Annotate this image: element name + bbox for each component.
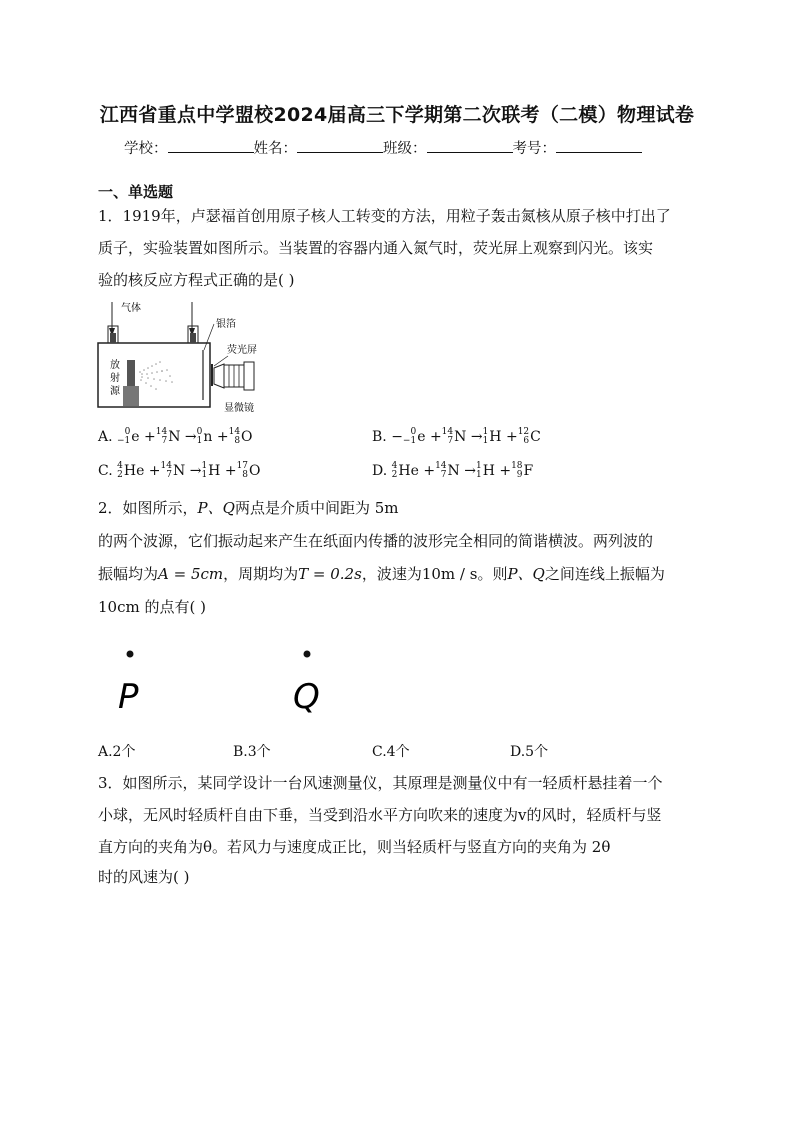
q1-option-d: D. 4 2 He + 14 7 N → 1 1 H + 18 9 F <box>372 461 534 480</box>
source-label-2: 射 <box>110 373 120 384</box>
q2-option-d: D.5个 <box>510 744 549 760</box>
particle-spray <box>139 361 173 390</box>
q2-wave-sources-figure <box>110 640 340 720</box>
number-label: 考号： <box>512 141 556 157</box>
q2-option-c: C.4个 <box>372 744 410 760</box>
q1-option-c: C. 4 2 He + 14 7 N → 1 1 H + 17 8 O <box>98 461 261 480</box>
class-blank <box>427 138 513 153</box>
q1-line3: 验的核反应方程式正确的是( ) <box>98 271 295 289</box>
q3-line1: 3．如图所示，某同学设计一台风速测量仪，其原理是测量仪中有一轻质杆悬挂着一个 <box>98 774 663 792</box>
gas-inlet-right <box>188 302 198 343</box>
source-label-3: 源 <box>110 386 120 397</box>
q3-line3: 直方向的夹角为θ。若风力与速度成正比，则当轻质杆与竖直方向的夹角为 2θ <box>98 838 611 856</box>
q1-line2: 质子，实验装置如图所示。当装置的容器内通入氮气时，荧光屏上观察到闪光。该实 <box>98 239 654 257</box>
microscope-body <box>214 364 224 388</box>
source-stem <box>127 360 135 388</box>
point-q-dot <box>304 651 311 658</box>
q2-line3: 振幅均为A = 5cm，周期均为T = 0.2s，波速为10m / s。则P、Q之间连线上振幅为 <box>98 565 665 583</box>
section-heading: 一、单选题 <box>98 183 174 201</box>
page-title: 江西省重点中学盟校2024届高三下学期第二次联考（二模）物理试卷 <box>99 104 695 126</box>
school-label: 学校： <box>124 141 168 157</box>
source-label-1: 放 <box>110 360 120 371</box>
q2-line2: 的两个波源，它们振动起来产生在纸面内传播的波形完全相同的简谐横波。两列波的 <box>98 532 654 550</box>
name-label: 姓名： <box>253 141 297 157</box>
source-base <box>123 386 139 406</box>
q1-option-b: B. − 0 −1 e + 14 7 N → 1 1 H + 12 6 C <box>372 427 541 446</box>
name-blank <box>297 138 383 153</box>
class-label: 班级： <box>383 141 427 157</box>
q2-option-a: A.2个 <box>98 744 136 760</box>
foil-label: 银箔 <box>216 319 236 330</box>
screen-label: 荧光屏 <box>227 345 257 356</box>
q2-option-b: B.3个 <box>233 744 271 760</box>
point-q-label: Q <box>293 677 320 717</box>
microscope-label: 显微镜 <box>224 403 254 414</box>
q3-line4: 时的风速为( ) <box>98 868 190 886</box>
point-p-label: P <box>118 677 139 717</box>
school-blank <box>168 138 254 153</box>
q1-apparatus-figure <box>96 298 271 416</box>
q1-line1: 1．1919年，卢瑟福首创用原子核人工转变的方法，用粒子轰击氮核从原子核中打出了 <box>98 207 671 225</box>
gas-label: 气体 <box>121 303 141 314</box>
gas-inlet-left <box>108 302 118 343</box>
q2-line4: 10cm 的点有( ) <box>98 598 206 616</box>
q2-line1: 2．如图所示，P、Q两点是介质中间距为 5m <box>98 499 399 517</box>
number-blank <box>556 138 642 153</box>
student-info-row <box>124 137 642 158</box>
point-p-dot <box>127 651 134 658</box>
q1-option-a: A. 0 −1 e + 14 7 N → 0 1 n + 14 8 O <box>98 427 253 446</box>
q3-line2: 小球，无风时轻质杆自由下垂，当受到沿水平方向吹来的速度为v的风时，轻质杆与竖 <box>98 806 662 824</box>
